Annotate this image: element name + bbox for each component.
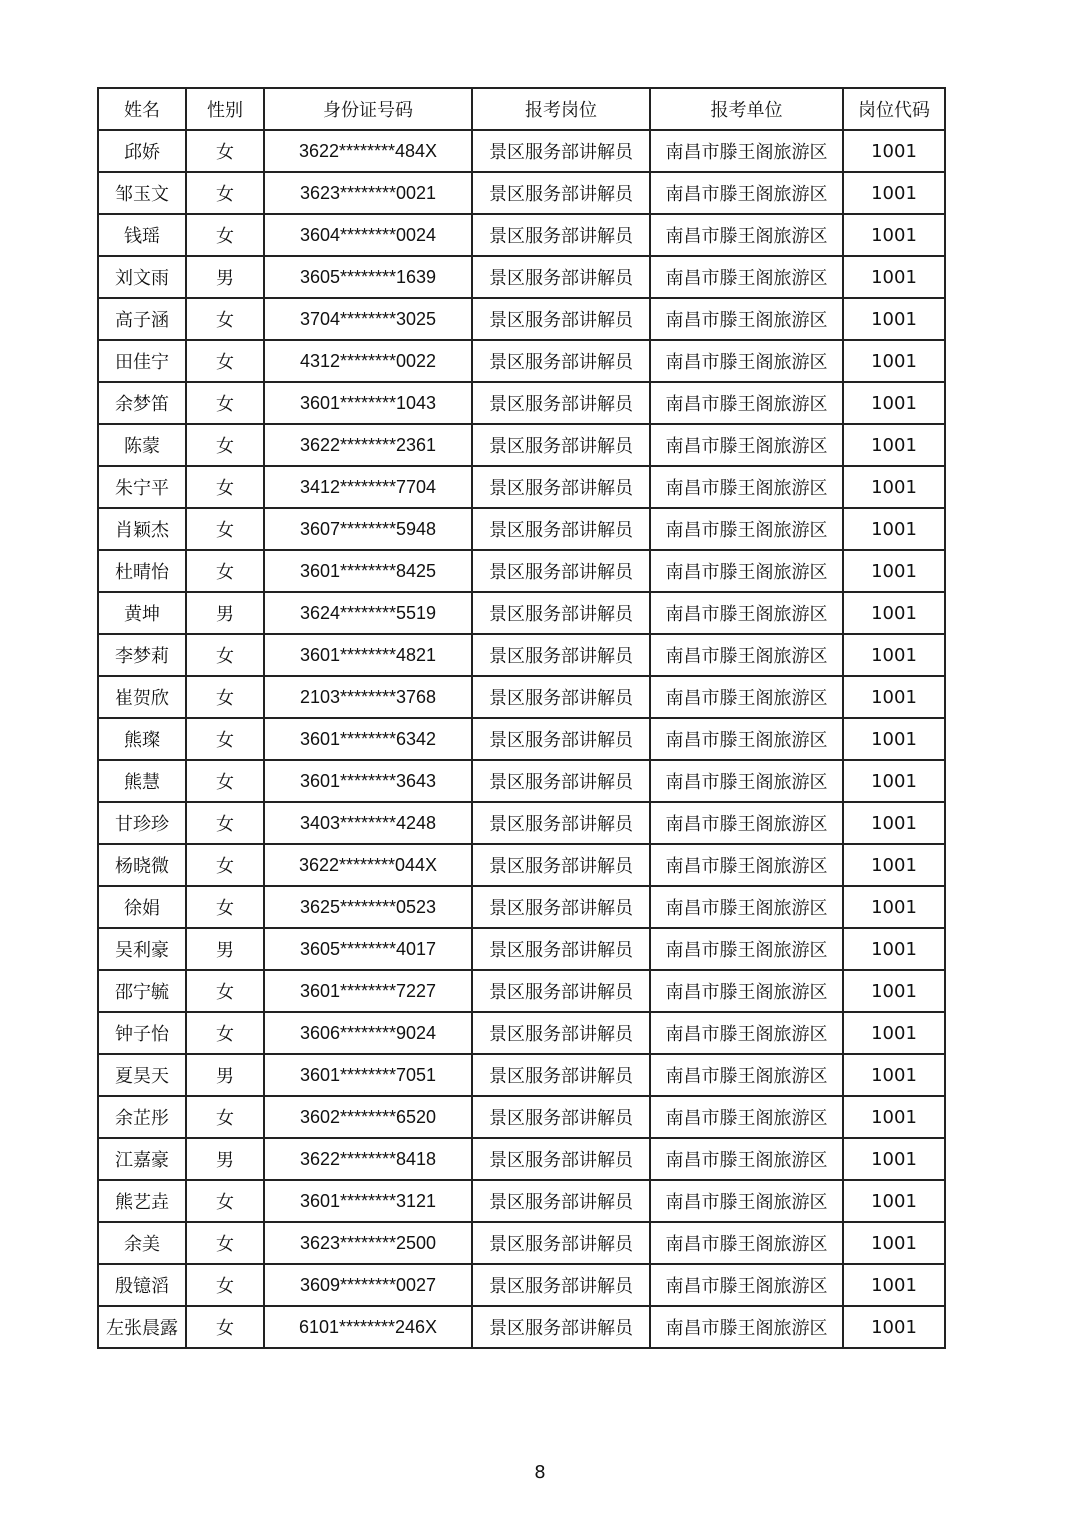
table-row <box>98 1054 945 1096</box>
cell-name: 朱宁平 <box>98 466 186 508</box>
cell-id-number: 3601********3643 <box>264 760 472 802</box>
table-row <box>98 760 945 802</box>
cell-gender: 女 <box>186 844 264 886</box>
cell-unit: 南昌市滕王阁旅游区 <box>650 676 843 718</box>
cell-id-number: 3623********2500 <box>264 1222 472 1264</box>
cell-position: 景区服务部讲解员 <box>472 1138 650 1180</box>
table-body <box>98 130 945 1348</box>
table-row <box>98 550 945 592</box>
table-row <box>98 298 945 340</box>
table-row <box>98 256 945 298</box>
cell-position-code: 1001 <box>843 172 945 214</box>
cell-name: 杜晴怡 <box>98 550 186 592</box>
cell-name: 熊艺垚 <box>98 1180 186 1222</box>
cell-position-code: 1001 <box>843 340 945 382</box>
cell-position-code: 1001 <box>843 970 945 1012</box>
cell-position-code: 1001 <box>843 1096 945 1138</box>
cell-position-code: 1001 <box>843 718 945 760</box>
cell-position: 景区服务部讲解员 <box>472 172 650 214</box>
cell-id-number: 3601********8425 <box>264 550 472 592</box>
cell-position: 景区服务部讲解员 <box>472 1054 650 1096</box>
table-row <box>98 508 945 550</box>
cell-unit: 南昌市滕王阁旅游区 <box>650 340 843 382</box>
applicant-table <box>97 87 946 1349</box>
cell-name: 杨晓微 <box>98 844 186 886</box>
cell-position-code: 1001 <box>843 802 945 844</box>
cell-position-code: 1001 <box>843 298 945 340</box>
cell-unit: 南昌市滕王阁旅游区 <box>650 1054 843 1096</box>
cell-gender: 男 <box>186 256 264 298</box>
cell-gender: 女 <box>186 802 264 844</box>
table-row <box>98 1180 945 1222</box>
cell-gender: 女 <box>186 424 264 466</box>
table-row <box>98 130 945 172</box>
cell-unit: 南昌市滕王阁旅游区 <box>650 1138 843 1180</box>
cell-unit: 南昌市滕王阁旅游区 <box>650 130 843 172</box>
cell-position: 景区服务部讲解员 <box>472 1180 650 1222</box>
table-row <box>98 634 945 676</box>
table-header <box>98 88 945 130</box>
table-row <box>98 802 945 844</box>
cell-name: 田佳宁 <box>98 340 186 382</box>
cell-unit: 南昌市滕王阁旅游区 <box>650 508 843 550</box>
cell-position-code: 1001 <box>843 130 945 172</box>
cell-id-number: 3605********1639 <box>264 256 472 298</box>
table-row <box>98 676 945 718</box>
cell-id-number: 3601********3121 <box>264 1180 472 1222</box>
cell-position: 景区服务部讲解员 <box>472 550 650 592</box>
cell-unit: 南昌市滕王阁旅游区 <box>650 1180 843 1222</box>
cell-name: 钱瑶 <box>98 214 186 256</box>
cell-unit: 南昌市滕王阁旅游区 <box>650 172 843 214</box>
cell-name: 肖颖杰 <box>98 508 186 550</box>
cell-id-number: 3625********0523 <box>264 886 472 928</box>
cell-id-number: 3624********5519 <box>264 592 472 634</box>
cell-position: 景区服务部讲解员 <box>472 214 650 256</box>
cell-name: 邵宁毓 <box>98 970 186 1012</box>
cell-name: 甘珍珍 <box>98 802 186 844</box>
cell-position-code: 1001 <box>843 1180 945 1222</box>
table-row <box>98 466 945 508</box>
cell-unit: 南昌市滕王阁旅游区 <box>650 1222 843 1264</box>
cell-unit: 南昌市滕王阁旅游区 <box>650 886 843 928</box>
cell-position: 景区服务部讲解员 <box>472 760 650 802</box>
cell-position-code: 1001 <box>843 844 945 886</box>
table-row <box>98 1096 945 1138</box>
cell-gender: 女 <box>186 1096 264 1138</box>
cell-position-code: 1001 <box>843 214 945 256</box>
cell-id-number: 3601********7227 <box>264 970 472 1012</box>
cell-name: 左张晨露 <box>98 1306 186 1348</box>
header-gender: 性别 <box>186 88 264 130</box>
cell-name: 高子涵 <box>98 298 186 340</box>
cell-gender: 女 <box>186 718 264 760</box>
cell-name: 余美 <box>98 1222 186 1264</box>
cell-unit: 南昌市滕王阁旅游区 <box>650 802 843 844</box>
header-name: 姓名 <box>98 88 186 130</box>
header-unit: 报考单位 <box>650 88 843 130</box>
cell-position-code: 1001 <box>843 1054 945 1096</box>
cell-position-code: 1001 <box>843 634 945 676</box>
cell-gender: 女 <box>186 214 264 256</box>
cell-name: 邱娇 <box>98 130 186 172</box>
cell-gender: 女 <box>186 1012 264 1054</box>
table-row <box>98 928 945 970</box>
cell-unit: 南昌市滕王阁旅游区 <box>650 382 843 424</box>
cell-name: 江嘉豪 <box>98 1138 186 1180</box>
cell-gender: 女 <box>186 508 264 550</box>
cell-unit: 南昌市滕王阁旅游区 <box>650 424 843 466</box>
cell-id-number: 3609********0027 <box>264 1264 472 1306</box>
cell-position-code: 1001 <box>843 550 945 592</box>
cell-gender: 女 <box>186 634 264 676</box>
cell-position: 景区服务部讲解员 <box>472 718 650 760</box>
cell-unit: 南昌市滕王阁旅游区 <box>650 718 843 760</box>
cell-position: 景区服务部讲解员 <box>472 1096 650 1138</box>
cell-name: 刘文雨 <box>98 256 186 298</box>
cell-unit: 南昌市滕王阁旅游区 <box>650 256 843 298</box>
cell-position: 景区服务部讲解员 <box>472 1012 650 1054</box>
cell-unit: 南昌市滕王阁旅游区 <box>650 634 843 676</box>
table-row <box>98 1306 945 1348</box>
cell-unit: 南昌市滕王阁旅游区 <box>650 1306 843 1348</box>
cell-id-number: 3601********6342 <box>264 718 472 760</box>
cell-position-code: 1001 <box>843 1306 945 1348</box>
cell-position-code: 1001 <box>843 676 945 718</box>
table-row <box>98 1138 945 1180</box>
cell-id-number: 3622********2361 <box>264 424 472 466</box>
table-row <box>98 718 945 760</box>
cell-gender: 男 <box>186 1138 264 1180</box>
cell-name: 崔贺欣 <box>98 676 186 718</box>
table-row <box>98 970 945 1012</box>
cell-unit: 南昌市滕王阁旅游区 <box>650 760 843 802</box>
cell-gender: 女 <box>186 340 264 382</box>
cell-position: 景区服务部讲解员 <box>472 592 650 634</box>
cell-id-number: 3622********044X <box>264 844 472 886</box>
cell-position: 景区服务部讲解员 <box>472 676 650 718</box>
table-row <box>98 886 945 928</box>
cell-unit: 南昌市滕王阁旅游区 <box>650 1264 843 1306</box>
cell-unit: 南昌市滕王阁旅游区 <box>650 1012 843 1054</box>
cell-position: 景区服务部讲解员 <box>472 256 650 298</box>
cell-id-number: 3403********4248 <box>264 802 472 844</box>
cell-position: 景区服务部讲解员 <box>472 1306 650 1348</box>
cell-name: 熊慧 <box>98 760 186 802</box>
cell-position: 景区服务部讲解员 <box>472 466 650 508</box>
cell-id-number: 3605********4017 <box>264 928 472 970</box>
cell-gender: 女 <box>186 886 264 928</box>
cell-gender: 女 <box>186 466 264 508</box>
cell-name: 余梦笛 <box>98 382 186 424</box>
cell-gender: 男 <box>186 1054 264 1096</box>
cell-position-code: 1001 <box>843 1222 945 1264</box>
cell-gender: 女 <box>186 130 264 172</box>
table-row <box>98 172 945 214</box>
cell-position-code: 1001 <box>843 508 945 550</box>
cell-id-number: 3601********7051 <box>264 1054 472 1096</box>
cell-position-code: 1001 <box>843 424 945 466</box>
cell-gender: 女 <box>186 298 264 340</box>
cell-name: 吴利豪 <box>98 928 186 970</box>
table-row <box>98 592 945 634</box>
page-number: 8 <box>534 1462 546 1483</box>
table-row <box>98 214 945 256</box>
cell-position: 景区服务部讲解员 <box>472 886 650 928</box>
header-id-number: 身份证号码 <box>264 88 472 130</box>
header-row <box>98 88 945 130</box>
table-row <box>98 844 945 886</box>
cell-name: 邹玉文 <box>98 172 186 214</box>
cell-gender: 女 <box>186 1222 264 1264</box>
cell-position-code: 1001 <box>843 1138 945 1180</box>
cell-position-code: 1001 <box>843 592 945 634</box>
cell-unit: 南昌市滕王阁旅游区 <box>650 298 843 340</box>
cell-position: 景区服务部讲解员 <box>472 634 650 676</box>
cell-unit: 南昌市滕王阁旅游区 <box>650 550 843 592</box>
cell-gender: 女 <box>186 382 264 424</box>
table-row <box>98 424 945 466</box>
cell-name: 殷镱滔 <box>98 1264 186 1306</box>
cell-position: 景区服务部讲解员 <box>472 802 650 844</box>
cell-gender: 女 <box>186 676 264 718</box>
cell-position: 景区服务部讲解员 <box>472 970 650 1012</box>
cell-gender: 女 <box>186 1264 264 1306</box>
cell-id-number: 3412********7704 <box>264 466 472 508</box>
cell-id-number: 6101********246X <box>264 1306 472 1348</box>
cell-position-code: 1001 <box>843 466 945 508</box>
cell-unit: 南昌市滕王阁旅游区 <box>650 592 843 634</box>
cell-position-code: 1001 <box>843 382 945 424</box>
cell-unit: 南昌市滕王阁旅游区 <box>650 1096 843 1138</box>
cell-unit: 南昌市滕王阁旅游区 <box>650 844 843 886</box>
cell-position: 景区服务部讲解员 <box>472 1222 650 1264</box>
cell-unit: 南昌市滕王阁旅游区 <box>650 466 843 508</box>
cell-id-number: 3622********484X <box>264 130 472 172</box>
cell-unit: 南昌市滕王阁旅游区 <box>650 970 843 1012</box>
cell-id-number: 3601********4821 <box>264 634 472 676</box>
cell-id-number: 3704********3025 <box>264 298 472 340</box>
cell-name: 余芷彤 <box>98 1096 186 1138</box>
cell-name: 徐娟 <box>98 886 186 928</box>
cell-position: 景区服务部讲解员 <box>472 340 650 382</box>
cell-id-number: 3622********8418 <box>264 1138 472 1180</box>
cell-name: 熊璨 <box>98 718 186 760</box>
table-row <box>98 1264 945 1306</box>
cell-id-number: 2103********3768 <box>264 676 472 718</box>
cell-position-code: 1001 <box>843 1012 945 1054</box>
cell-name: 钟子怡 <box>98 1012 186 1054</box>
cell-position: 景区服务部讲解员 <box>472 844 650 886</box>
cell-id-number: 3602********6520 <box>264 1096 472 1138</box>
cell-position: 景区服务部讲解员 <box>472 298 650 340</box>
cell-name: 陈蒙 <box>98 424 186 466</box>
cell-id-number: 3607********5948 <box>264 508 472 550</box>
cell-position: 景区服务部讲解员 <box>472 508 650 550</box>
cell-position: 景区服务部讲解员 <box>472 382 650 424</box>
cell-id-number: 3606********9024 <box>264 1012 472 1054</box>
header-position: 报考岗位 <box>472 88 650 130</box>
cell-name: 李梦莉 <box>98 634 186 676</box>
cell-position-code: 1001 <box>843 928 945 970</box>
cell-position: 景区服务部讲解员 <box>472 1264 650 1306</box>
cell-position-code: 1001 <box>843 760 945 802</box>
cell-unit: 南昌市滕王阁旅游区 <box>650 214 843 256</box>
table-row <box>98 1012 945 1054</box>
cell-id-number: 4312********0022 <box>264 340 472 382</box>
cell-gender: 男 <box>186 928 264 970</box>
cell-unit: 南昌市滕王阁旅游区 <box>650 928 843 970</box>
cell-gender: 女 <box>186 760 264 802</box>
cell-id-number: 3604********0024 <box>264 214 472 256</box>
cell-id-number: 3601********1043 <box>264 382 472 424</box>
cell-gender: 男 <box>186 592 264 634</box>
cell-id-number: 3623********0021 <box>264 172 472 214</box>
cell-position: 景区服务部讲解员 <box>472 424 650 466</box>
header-position-code: 岗位代码 <box>843 88 945 130</box>
cell-position-code: 1001 <box>843 1264 945 1306</box>
cell-position: 景区服务部讲解员 <box>472 130 650 172</box>
table-row <box>98 382 945 424</box>
cell-gender: 女 <box>186 970 264 1012</box>
cell-position-code: 1001 <box>843 886 945 928</box>
table-row <box>98 340 945 382</box>
cell-name: 黄坤 <box>98 592 186 634</box>
cell-gender: 女 <box>186 172 264 214</box>
cell-position: 景区服务部讲解员 <box>472 928 650 970</box>
cell-gender: 女 <box>186 550 264 592</box>
cell-name: 夏昊天 <box>98 1054 186 1096</box>
table-row <box>98 1222 945 1264</box>
cell-gender: 女 <box>186 1180 264 1222</box>
cell-gender: 女 <box>186 1306 264 1348</box>
cell-position-code: 1001 <box>843 256 945 298</box>
